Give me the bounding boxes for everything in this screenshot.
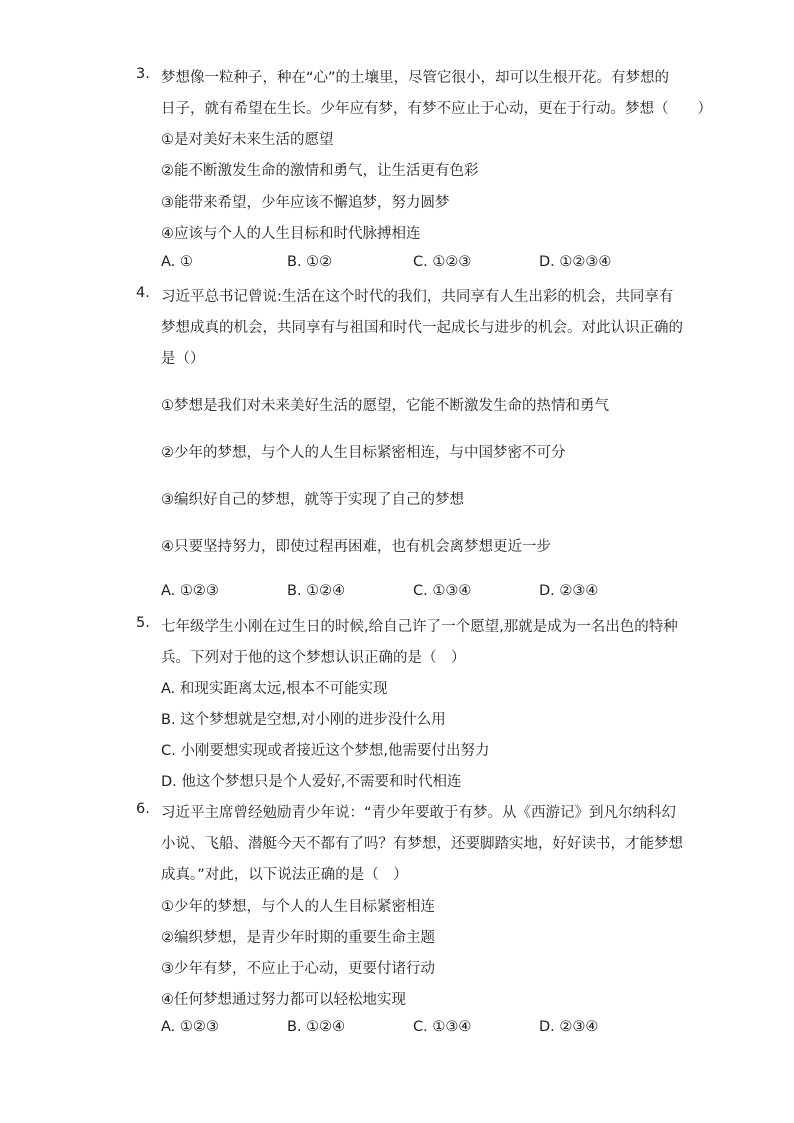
question-number: 5. — [136, 615, 150, 631]
option-c: C. ①③④ — [413, 1019, 472, 1035]
option-d: D. ②③④ — [539, 583, 599, 599]
statement: ④只要坚持努力，即使过程再困难，也有机会离梦想更近一步 — [161, 539, 551, 555]
statement: ③少年有梦，不应止于心动，更要付诸行动 — [161, 961, 435, 977]
choice-c: C. 小刚要想实现或者接近这个梦想,他需要付出努力 — [161, 743, 490, 759]
option-a: A. ①②③ — [161, 583, 219, 599]
question-stem-line: 兵。下列对于他的这个梦想认识正确的是（ ） — [161, 650, 466, 666]
statement: ①少年的梦想，与个人的人生目标紧密相连 — [161, 899, 435, 915]
statement: ①是对美好未来生活的愿望 — [161, 132, 334, 148]
question-stem-line: 习近平总书记曾说:生活在这个时代的我们，共同享有人生出彩的机会，共同享有 — [161, 289, 674, 305]
option-b: B. ①② — [287, 254, 333, 270]
question-stem-line: 是（） — [161, 351, 205, 367]
question-number: 4. — [136, 285, 150, 301]
question-number: 6. — [136, 801, 150, 817]
statement: ③能带来希望，少年应该不懈追梦，努力圆梦 — [161, 195, 450, 211]
question-stem-line: 日子，就有希望在生长。少年应有梦，有梦不应止于心动，更在于行动。梦想（ ） — [161, 101, 712, 117]
question-stem-line: 梦想像一粒种子，种在“心”的土壤里，尽管它很小，却可以生根开花。有梦想的 — [161, 70, 670, 86]
statement: ②能不断激发生命的激情和勇气，让生活更有色彩 — [161, 163, 479, 179]
question-stem-line: 成真。”对此，以下说法正确的是（ ） — [161, 867, 408, 883]
statement: ④应该与个人的人生目标和时代脉搏相连 — [161, 226, 421, 242]
option-c: C. ①②③ — [413, 254, 472, 270]
statement: ②少年的梦想，与个人的人生目标紧密相连，与中国梦密不可分 — [161, 445, 566, 461]
choice-d: D. 他这个梦想只是个人爱好,不需要和时代相连 — [161, 774, 462, 790]
statement: ③编织好自己的梦想，就等于实现了自己的梦想 — [161, 492, 464, 508]
question-stem-line: 习近平主席曾经勉励青少年说：“青少年要敢于有梦。从《西游记》到凡尔纳科幻 — [161, 805, 677, 821]
option-a: A. ① — [161, 254, 193, 270]
option-c: C. ①③④ — [413, 583, 472, 599]
choice-a: A. 和现实距离太远,根本不可能实现 — [161, 681, 388, 697]
option-a: A. ①②③ — [161, 1019, 219, 1035]
option-b: B. ①②④ — [287, 583, 346, 599]
choice-b: B. 这个梦想就是空想,对小刚的进步没什么用 — [161, 712, 446, 728]
option-b: B. ①②④ — [287, 1019, 346, 1035]
question-number: 3. — [136, 66, 150, 82]
option-d: D. ①②③④ — [539, 254, 612, 270]
statement: ②编织梦想，是青少年时期的重要生命主题 — [161, 930, 435, 946]
statement: ④任何梦想通过努力都可以轻松地实现 — [161, 992, 406, 1008]
question-stem-line: 梦想成真的机会，共同享有与祖国和时代一起成长与进步的机会。对此认识正确的 — [161, 320, 683, 336]
statement: ①梦想是我们对未来美好生活的愿望，它能不断激发生命的热情和勇气 — [161, 398, 609, 414]
question-stem-line: 小说、飞船、潜艇今天不都有了吗？有梦想，还要脚踏实地，好好读书，才能梦想 — [161, 836, 683, 852]
option-d: D. ②③④ — [539, 1019, 599, 1035]
question-stem-line: 七年级学生小刚在过生日的时候,给自己许了一个愿望,那就是成为一名出色的特种 — [161, 619, 678, 635]
